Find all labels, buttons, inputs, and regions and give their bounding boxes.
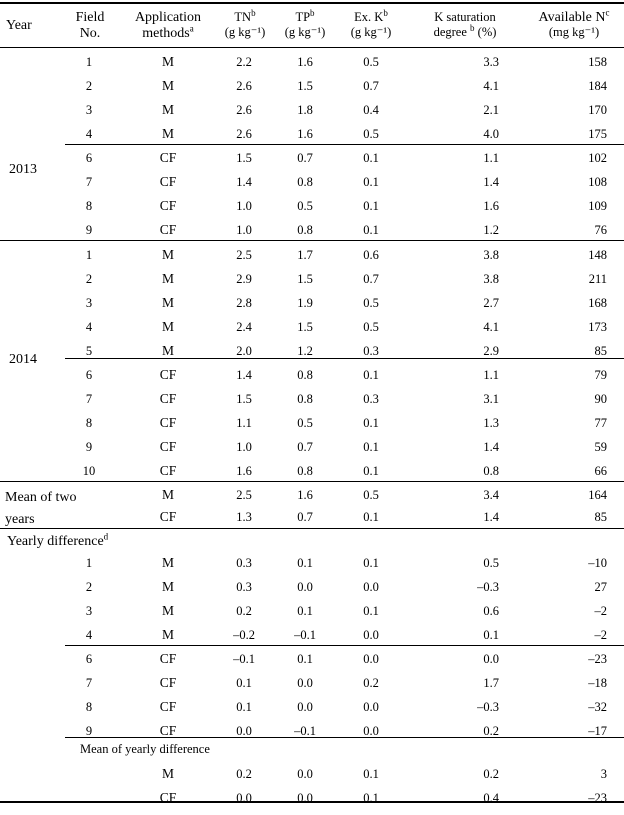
- cell-k-sat: 3.8: [483, 248, 499, 262]
- cell-k-sat: 3.8: [483, 272, 499, 286]
- cell-exk: 0.0: [363, 724, 379, 738]
- cell-k-sat: 3.1: [483, 392, 499, 406]
- cell-method: CF: [159, 463, 177, 478]
- cell-tn: 0.0: [236, 791, 252, 805]
- header-tn-unit: (g kg⁻¹): [224, 25, 266, 39]
- cell-tn: 0.0: [236, 724, 252, 738]
- cell-tp: 0.8: [297, 392, 313, 406]
- cell-avail-n: 85: [594, 510, 607, 524]
- rule-yearly-difference: [0, 528, 624, 529]
- cell-field-no: 9: [85, 440, 93, 454]
- cell-k-sat: 1.4: [483, 510, 499, 524]
- cell-avail-n: –2: [594, 604, 607, 618]
- cell-exk: 0.1: [363, 767, 379, 781]
- cell-k-sat: 4.1: [483, 79, 499, 93]
- cell-method: M: [161, 247, 174, 262]
- cell-tp: –0.1: [294, 628, 316, 642]
- cell-k-sat: 3.4: [483, 488, 499, 502]
- header-ksat-line1: K saturation: [434, 10, 496, 24]
- cell-exk: 0.1: [363, 223, 379, 237]
- cell-method: M: [161, 319, 174, 334]
- cell-tn: 0.2: [236, 767, 252, 781]
- cell-k-sat: 0.4: [483, 791, 499, 805]
- cell-avail-n: 108: [588, 175, 607, 189]
- header-tp: [269, 7, 341, 40]
- cell-avail-n: 59: [594, 440, 607, 454]
- cell-exk: 0.0: [363, 652, 379, 666]
- cell-method: CF: [159, 651, 177, 666]
- cell-field-no: 2: [85, 580, 93, 594]
- cell-exk: 0.1: [363, 440, 379, 454]
- cell-tn: 1.4: [236, 175, 252, 189]
- header-tp-footnote: b: [310, 7, 315, 18]
- cell-exk: 0.1: [363, 556, 379, 570]
- cell-k-sat: –0.3: [477, 580, 499, 594]
- header-exk-line1: [334, 7, 408, 25]
- cell-tn: 2.0: [236, 344, 252, 358]
- cell-tn: –0.1: [233, 652, 255, 666]
- cell-tn: 0.1: [236, 676, 252, 690]
- cell-k-sat: 1.3: [483, 416, 499, 430]
- cell-tn: 0.3: [236, 580, 252, 594]
- cell-avail-n: 173: [588, 320, 607, 334]
- header-tp-line1: [269, 7, 341, 25]
- cell-k-sat: 0.2: [483, 724, 499, 738]
- cell-exk: 0.7: [363, 79, 379, 93]
- cell-method: M: [161, 78, 174, 93]
- cell-method: CF: [159, 723, 177, 738]
- cell-method: CF: [159, 675, 177, 690]
- cell-tp: 0.0: [297, 700, 313, 714]
- cell-field-no: 5: [85, 344, 93, 358]
- cell-exk: 0.3: [363, 344, 379, 358]
- cell-exk: 0.6: [363, 248, 379, 262]
- cell-exk: 0.1: [363, 510, 379, 524]
- cell-avail-n: 175: [588, 127, 607, 141]
- cell-exk: 0.1: [363, 175, 379, 189]
- cell-method: M: [161, 627, 174, 642]
- cell-exk: 0.1: [363, 368, 379, 382]
- cell-tp: 0.8: [297, 464, 313, 478]
- cell-exk: 0.1: [363, 464, 379, 478]
- cell-field-no: 1: [85, 556, 93, 570]
- cell-field-no: 7: [85, 175, 93, 189]
- header-field-no: [70, 10, 110, 42]
- cell-method: M: [161, 126, 174, 141]
- cell-exk: 0.7: [363, 272, 379, 286]
- cell-field-no: 9: [85, 724, 93, 738]
- cell-tp: 0.1: [297, 604, 313, 618]
- cell-k-sat: 4.1: [483, 320, 499, 334]
- cell-avail-n: 158: [588, 55, 607, 69]
- cell-tn: 2.4: [236, 320, 252, 334]
- header-availn-footnote: c: [605, 7, 610, 18]
- header-method-line1: Application: [134, 10, 202, 25]
- cell-tn: –0.2: [233, 628, 255, 642]
- cell-avail-n: 77: [594, 416, 607, 430]
- cell-tn: 1.1: [236, 416, 252, 430]
- cell-exk: 0.5: [363, 320, 379, 334]
- cell-tp: 1.9: [297, 296, 313, 310]
- cell-avail-n: 148: [588, 248, 607, 262]
- cell-tn: 2.5: [236, 488, 252, 502]
- cell-exk: 0.1: [363, 151, 379, 165]
- cell-method: CF: [159, 699, 177, 714]
- cell-avail-n: 3: [600, 767, 607, 781]
- cell-field-no: 7: [85, 676, 93, 690]
- cell-method: M: [161, 102, 174, 117]
- rule-2014: [0, 240, 624, 241]
- cell-avail-n: 184: [588, 79, 607, 93]
- cell-field-no: 4: [85, 320, 93, 334]
- cell-method: CF: [159, 790, 177, 805]
- cell-tn: 2.6: [236, 127, 252, 141]
- cell-exk: 0.1: [363, 791, 379, 805]
- cell-tn: 1.0: [236, 440, 252, 454]
- cell-tp: 0.7: [297, 510, 313, 524]
- header-ksat-line2: [400, 22, 530, 40]
- header-tn-text: TN: [234, 10, 252, 24]
- cell-tn: 1.3: [236, 510, 252, 524]
- cell-tp: 0.7: [297, 151, 313, 165]
- cell-method: M: [161, 555, 174, 570]
- cell-avail-n: –10: [588, 556, 607, 570]
- cell-tp: 1.5: [297, 79, 313, 93]
- cell-field-no: 2: [85, 79, 93, 93]
- cell-avail-n: –18: [588, 676, 607, 690]
- cell-avail-n: 85: [594, 344, 607, 358]
- cell-exk: 0.0: [363, 628, 379, 642]
- cell-method: CF: [159, 509, 177, 524]
- cell-tn: 0.3: [236, 556, 252, 570]
- cell-avail-n: 164: [588, 488, 607, 502]
- rule-mean-two-years: [0, 481, 624, 482]
- cell-avail-n: 211: [588, 272, 607, 286]
- header-available-n: [526, 7, 622, 40]
- cell-k-sat: 2.9: [483, 344, 499, 358]
- header-tp-text: TP: [295, 10, 311, 24]
- group-label-yearly-difference: [7, 531, 109, 550]
- header-availn-text: Available N: [538, 10, 606, 25]
- yearly-difference-text: Yearly difference: [7, 534, 104, 549]
- header-application-methods: [120, 10, 216, 42]
- group-label-mean-two-years: [5, 487, 77, 531]
- cell-method: M: [161, 271, 174, 286]
- group-label-2013: 2013: [9, 162, 37, 177]
- cell-field-no: 2: [85, 272, 93, 286]
- cell-tp: 1.8: [297, 103, 313, 117]
- cell-field-no: 3: [85, 296, 93, 310]
- cell-tn: 2.5: [236, 248, 252, 262]
- header-exk-footnote: b: [383, 7, 388, 18]
- cell-method: CF: [159, 174, 177, 189]
- cell-tp: 0.5: [297, 199, 313, 213]
- cell-avail-n: –23: [588, 652, 607, 666]
- cell-method: M: [161, 766, 174, 781]
- header-k-saturation: [400, 10, 530, 40]
- header-exk: [334, 7, 408, 40]
- cell-k-sat: 0.2: [483, 767, 499, 781]
- cell-tp: 0.1: [297, 652, 313, 666]
- cell-tn: 1.0: [236, 223, 252, 237]
- cell-tp: 0.8: [297, 223, 313, 237]
- cell-k-sat: 1.4: [483, 175, 499, 189]
- cell-avail-n: 27: [594, 580, 607, 594]
- cell-avail-n: 102: [588, 151, 607, 165]
- cell-field-no: 6: [85, 151, 93, 165]
- cell-field-no: 6: [85, 652, 93, 666]
- cell-tp: 1.6: [297, 488, 313, 502]
- cell-field-no: 3: [85, 103, 93, 117]
- cell-tn: 1.0: [236, 199, 252, 213]
- group-label-mean-yearly-difference: Mean of yearly difference: [80, 742, 210, 756]
- cell-avail-n: –32: [588, 700, 607, 714]
- cell-k-sat: 0.8: [483, 464, 499, 478]
- cell-tn: 2.6: [236, 103, 252, 117]
- header-rule: [0, 47, 624, 48]
- header-field-line1: Field: [75, 10, 105, 25]
- cell-method: CF: [159, 415, 177, 430]
- cell-field-no: 1: [85, 55, 93, 69]
- cell-k-sat: 1.1: [483, 368, 499, 382]
- cell-k-sat: 1.1: [483, 151, 499, 165]
- header-method-text: methods: [142, 26, 190, 41]
- cell-exk: 0.5: [363, 127, 379, 141]
- cell-avail-n: 109: [588, 199, 607, 213]
- cell-avail-n: –2: [594, 628, 607, 642]
- mean-two-years-line2: years: [5, 512, 35, 527]
- cell-k-sat: 0.5: [483, 556, 499, 570]
- cell-k-sat: 2.1: [483, 103, 499, 117]
- top-rule: [0, 2, 624, 4]
- cell-exk: 0.3: [363, 392, 379, 406]
- cell-method: CF: [159, 198, 177, 213]
- cell-tp: 0.1: [297, 556, 313, 570]
- mean-two-years-line1: Mean of two: [5, 490, 77, 505]
- cell-exk: 0.1: [363, 416, 379, 430]
- cell-tp: 1.5: [297, 320, 313, 334]
- cell-tp: 0.0: [297, 580, 313, 594]
- cell-tn: 1.4: [236, 368, 252, 382]
- cell-method: CF: [159, 367, 177, 382]
- cell-avail-n: 90: [594, 392, 607, 406]
- cell-tn: 0.2: [236, 604, 252, 618]
- cell-tp: 1.6: [297, 127, 313, 141]
- cell-field-no: 8: [85, 700, 93, 714]
- cell-exk: 0.1: [363, 199, 379, 213]
- cell-exk: 0.0: [363, 700, 379, 714]
- cell-exk: 0.5: [363, 488, 379, 502]
- header-exk-text: Ex. K: [354, 10, 384, 24]
- cell-tp: 1.6: [297, 55, 313, 69]
- cell-avail-n: –23: [588, 791, 607, 805]
- header-field-line2: No.: [79, 26, 101, 41]
- rule-yearly-diff-cf: [65, 645, 624, 646]
- cell-tp: 0.0: [297, 791, 313, 805]
- cell-tp: 0.5: [297, 416, 313, 430]
- cell-exk: 0.5: [363, 55, 379, 69]
- cell-field-no: 4: [85, 628, 93, 642]
- cell-tp: 0.7: [297, 440, 313, 454]
- header-method-footnote: a: [189, 23, 194, 34]
- cell-method: CF: [159, 222, 177, 237]
- cell-method: M: [161, 579, 174, 594]
- cell-k-sat: 1.7: [483, 676, 499, 690]
- cell-avail-n: 79: [594, 368, 607, 382]
- cell-field-no: 9: [85, 223, 93, 237]
- cell-avail-n: 66: [594, 464, 607, 478]
- cell-avail-n: 76: [594, 223, 607, 237]
- cell-k-sat: 1.2: [483, 223, 499, 237]
- cell-field-no: 1: [85, 248, 93, 262]
- cell-k-sat: 0.6: [483, 604, 499, 618]
- rule-2013-cf: [65, 144, 624, 145]
- cell-tp: 1.7: [297, 248, 313, 262]
- cell-k-sat: 1.6: [483, 199, 499, 213]
- header-ksat-text: degree: [433, 25, 471, 39]
- cell-field-no: 8: [85, 199, 93, 213]
- cell-k-sat: 2.7: [483, 296, 499, 310]
- cell-tp: 0.8: [297, 175, 313, 189]
- cell-method: CF: [159, 391, 177, 406]
- header-ksat-unit: (%): [474, 25, 497, 39]
- yearly-difference-footnote: d: [103, 531, 109, 542]
- header-tp-unit: (g kg⁻¹): [284, 25, 326, 39]
- cell-method: M: [161, 54, 174, 69]
- cell-method: M: [161, 603, 174, 618]
- cell-field-no: 10: [82, 464, 96, 478]
- cell-avail-n: –17: [588, 724, 607, 738]
- cell-tn: 1.6: [236, 464, 252, 478]
- header-ksat-footnote: b: [470, 22, 475, 33]
- cell-tn: 2.8: [236, 296, 252, 310]
- cell-method: M: [161, 295, 174, 310]
- cell-tn: 0.1: [236, 700, 252, 714]
- cell-tp: 1.5: [297, 272, 313, 286]
- cell-field-no: 8: [85, 416, 93, 430]
- group-label-2014: 2014: [9, 352, 37, 367]
- cell-tn: 2.2: [236, 55, 252, 69]
- cell-method: CF: [159, 439, 177, 454]
- cell-tp: 0.0: [297, 767, 313, 781]
- cell-exk: 0.4: [363, 103, 379, 117]
- cell-exk: 0.2: [363, 676, 379, 690]
- header-availn-line1: [526, 7, 622, 25]
- cell-exk: 0.5: [363, 296, 379, 310]
- cell-k-sat: 0.0: [483, 652, 499, 666]
- cell-avail-n: 170: [588, 103, 607, 117]
- cell-exk: 0.0: [363, 580, 379, 594]
- cell-field-no: 3: [85, 604, 93, 618]
- cell-method: M: [161, 487, 174, 502]
- cell-exk: 0.1: [363, 604, 379, 618]
- header-year: Year: [6, 18, 32, 33]
- cell-method: CF: [159, 150, 177, 165]
- cell-avail-n: 168: [588, 296, 607, 310]
- header-exk-unit: (g kg⁻¹): [350, 25, 392, 39]
- cell-tn: 1.5: [236, 392, 252, 406]
- cell-k-sat: 3.3: [483, 55, 499, 69]
- cell-tp: –0.1: [294, 724, 316, 738]
- cell-tn: 1.5: [236, 151, 252, 165]
- cell-tp: 1.2: [297, 344, 313, 358]
- cell-tn: 2.6: [236, 79, 252, 93]
- cell-tp: 0.8: [297, 368, 313, 382]
- cell-k-sat: 4.0: [483, 127, 499, 141]
- cell-k-sat: 0.1: [483, 628, 499, 642]
- cell-method: M: [161, 343, 174, 358]
- cell-field-no: 4: [85, 127, 93, 141]
- header-tn-footnote: b: [251, 7, 256, 18]
- header-method-line2: [120, 23, 216, 42]
- cell-field-no: 7: [85, 392, 93, 406]
- cell-k-sat: 1.4: [483, 440, 499, 454]
- cell-field-no: 6: [85, 368, 93, 382]
- cell-tn: 2.9: [236, 272, 252, 286]
- header-availn-unit: (mg kg⁻¹): [548, 25, 600, 39]
- cell-k-sat: –0.3: [477, 700, 499, 714]
- cell-tp: 0.0: [297, 676, 313, 690]
